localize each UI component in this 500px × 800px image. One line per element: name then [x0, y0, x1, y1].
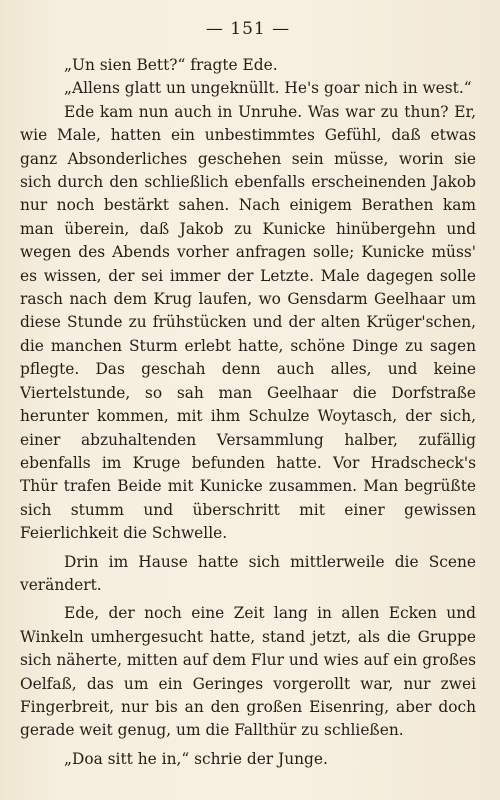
body-text — [20, 54, 476, 771]
paragraph: „Allens glatt un ungeknüllt. He's goar nich in west.“ — [64, 79, 472, 98]
page-number: — 151 — — [205, 19, 291, 39]
paragraph: „Un sien Bett?“ fragte Ede. — [64, 56, 278, 74]
paragraph: Ede kam nun auch in Unruhe. Was war zu thun? Er, wie Male, hatten ein unbestimmtes Gefühl, daß etwas ganz Absonderliches geschehen sein müsse, worin sie sich durch den schließlich ebenfalls erscheinenden Jakob nur noch bestärkt sahen. Nach einigem Berathen kam man überein, daß Jakob zu Kunicke hinübergehn und wegen des Abends vorher anfragen solle; Kunicke müss' es wissen, der sei immer der Letzte. Male dagegen solle rasch nach dem Krug laufen, wo Gensdarm Geelhaar um diese Stunde zu frühstücken und der alten Krüger'schen, die manchen Sturm erlebt hatte, schöne Dinge zu sagen pflegte. Das geschah denn auch alles, und keine Viertelstunde, so sah man Geelhaar die Dorfstraße herunter kommen, mit ihm Schulze Woytasch, der sich, einer abzuhaltenden Versammlung halber, zufällig ebenfalls im Kruge befunden hatte. Vor Hradscheck's Thür trafen Beide mit Kunicke zusammen. Man begrüßte sich stumm und überschritt mit einer gewissen Feierlichkeit die Schwelle. — [20, 102, 476, 543]
paragraph: Drin im Hause hatte sich mittlerweile die Scene verändert. — [20, 552, 476, 594]
paragraph: „Doa sitt he in,“ schrie der Junge. — [64, 749, 328, 768]
paragraph: Ede, der noch eine Zeit lang in allen Ecken und Winkeln umhergesucht hatte, stand jetzt, als die Gruppe sich näherte, mitten auf dem Flur und wies auf ein großes Oelfaß, das um ein Geringes vorgerollt war, nur zwei Fingerbreit, nur bis an den großen Eisenring, aber doch gerade weit genug, um die Fallthür zu schließen. — [20, 604, 476, 740]
